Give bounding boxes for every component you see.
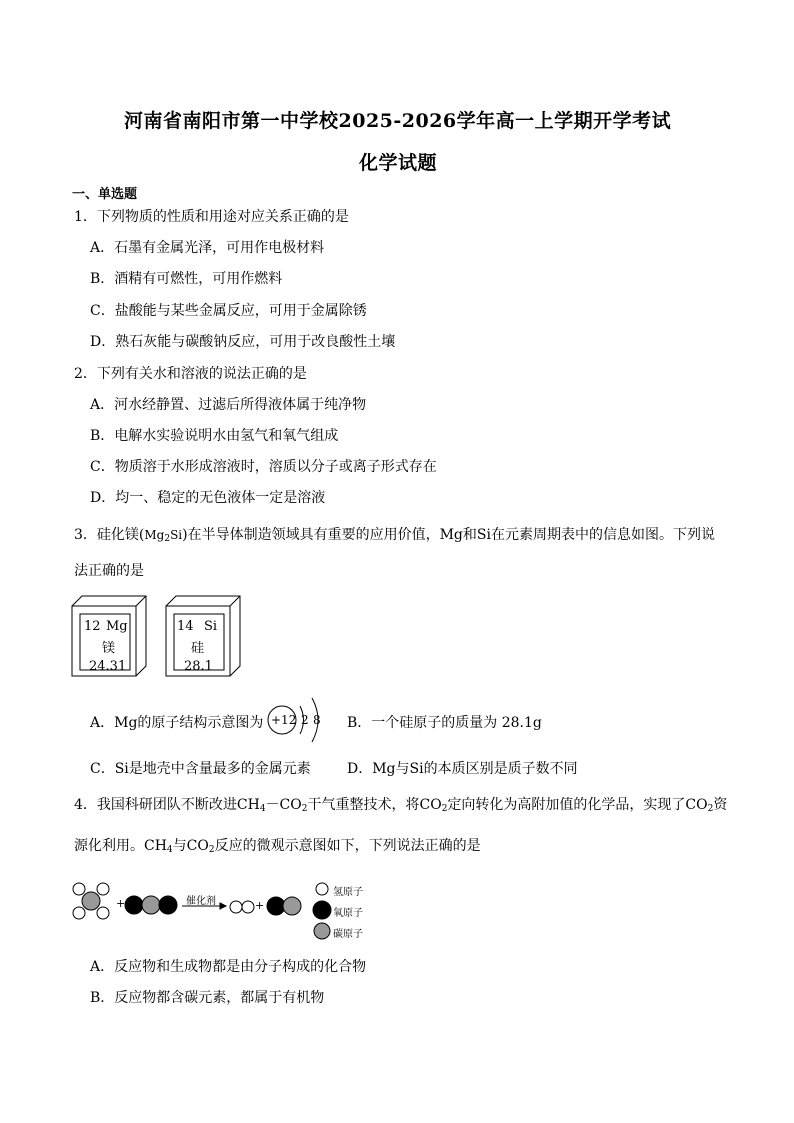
question-4-stem: 4．我国科研团队不断改进$CH_4-CO_2$干气重整技术，将$CO_2$定向转化为高附加值的化学品，实现了$CO_2$资: [74, 797, 728, 814]
plus-sign-left: +: [116, 897, 126, 910]
question-3-stem-start: 3．硅化镁(: [74, 527, 145, 543]
question-3-stem-rest: )在半导体制造领域具有重要的应用价值，Mg和Si在元素周期表中的信息如图。下列说: [182, 527, 715, 543]
question-2-option-a[interactable]: A．河水经静置、过滤后所得液体属于纯净物: [90, 397, 367, 413]
legend-carbon: 碳原子: [333, 929, 363, 940]
question-1-stem: 1．下列物质的性质和用途对应关系正确的是: [74, 209, 349, 225]
co-molecule: [267, 897, 301, 915]
si-mass: 28.1: [184, 659, 213, 674]
mg-symbol: Mg: [106, 619, 128, 634]
question-1-option-c[interactable]: C．盐酸能与某些金属反应，可用于金属除锈: [90, 303, 367, 319]
question-2-option-d[interactable]: D．均一、稳定的无色液体一定是溶液: [90, 490, 326, 506]
question-3-stem-line2: 法正确的是: [74, 563, 144, 579]
question-4-option-b[interactable]: B．反应物都含碳元素，都属于有机物: [90, 990, 325, 1006]
question-2-option-c[interactable]: C．物质溶于水形成溶液时，溶质以分子或离子形式存在: [90, 459, 437, 475]
mg-name: 镁: [102, 641, 116, 656]
legend-oxygen: 氧原子: [333, 908, 363, 919]
question-1-option-a[interactable]: A．石墨有金属光泽，可用作电极材料: [90, 240, 325, 256]
mg-mass: 24.31: [89, 659, 127, 674]
question-4-option-a[interactable]: A．反应物和生成物都是由分子构成的化合物: [90, 959, 367, 975]
question-2-option-b[interactable]: B．电解水实验说明水由氢气和氧气组成: [90, 428, 339, 444]
question-3-option-c[interactable]: C．Si是地壳中含量最多的金属元素: [90, 761, 311, 777]
formula-mg2si: $Mg_2Si$: [144, 528, 183, 544]
question-3-stem: [74, 524, 715, 544]
question-1-option-d[interactable]: D．熟石灰能与碳酸钠反应，可用于改良酸性土壤: [90, 334, 396, 350]
page-subtitle: 化学试题: [359, 152, 438, 174]
ch4-molecule: [73, 883, 109, 919]
co2-subscript-2: 2: [707, 804, 714, 814]
h2-molecule: [230, 901, 254, 913]
question-3-option-a[interactable]: A．Mg的原子结构示意图为: [90, 715, 264, 731]
mg-atomic-number: 12: [84, 619, 101, 634]
page-title: 河南省南阳市第一中学校2025-2026学年高一上学期开学考试: [124, 110, 672, 132]
atom-shell-1-count: 2: [301, 713, 309, 727]
question-3-option-d[interactable]: D．Mg与Si的本质区别是质子数不同: [347, 761, 578, 777]
legend-hydrogen: 氢原子: [333, 887, 363, 898]
question-4-stem-line2: 源化利用。$CH_4$与$CO_2$反应的微观示意图如下，下列说法正确的是: [74, 838, 481, 855]
co2-subscript: 2: [441, 804, 448, 814]
si-symbol: Si: [204, 619, 218, 634]
plus-sign-right: +: [255, 899, 265, 912]
atom-nucleus-charge: +12: [271, 713, 297, 727]
si-name: 硅: [191, 641, 205, 656]
section-heading: 一、单选题: [72, 187, 138, 202]
si-atomic-number: 14: [177, 619, 194, 634]
co2-molecule: [125, 896, 177, 914]
question-1-option-b[interactable]: B．酒精有可燃性，可用作燃料: [90, 271, 283, 287]
question-2-stem: 2．下列有关水和溶液的说法正确的是: [74, 366, 307, 382]
catalyst-label: 催化剂: [186, 896, 216, 907]
question-3-option-b[interactable]: B．一个硅原子的质量为 28.1g: [347, 715, 542, 731]
legend-swatches: [313, 883, 331, 939]
atom-shell-2-count: 8: [313, 713, 321, 727]
